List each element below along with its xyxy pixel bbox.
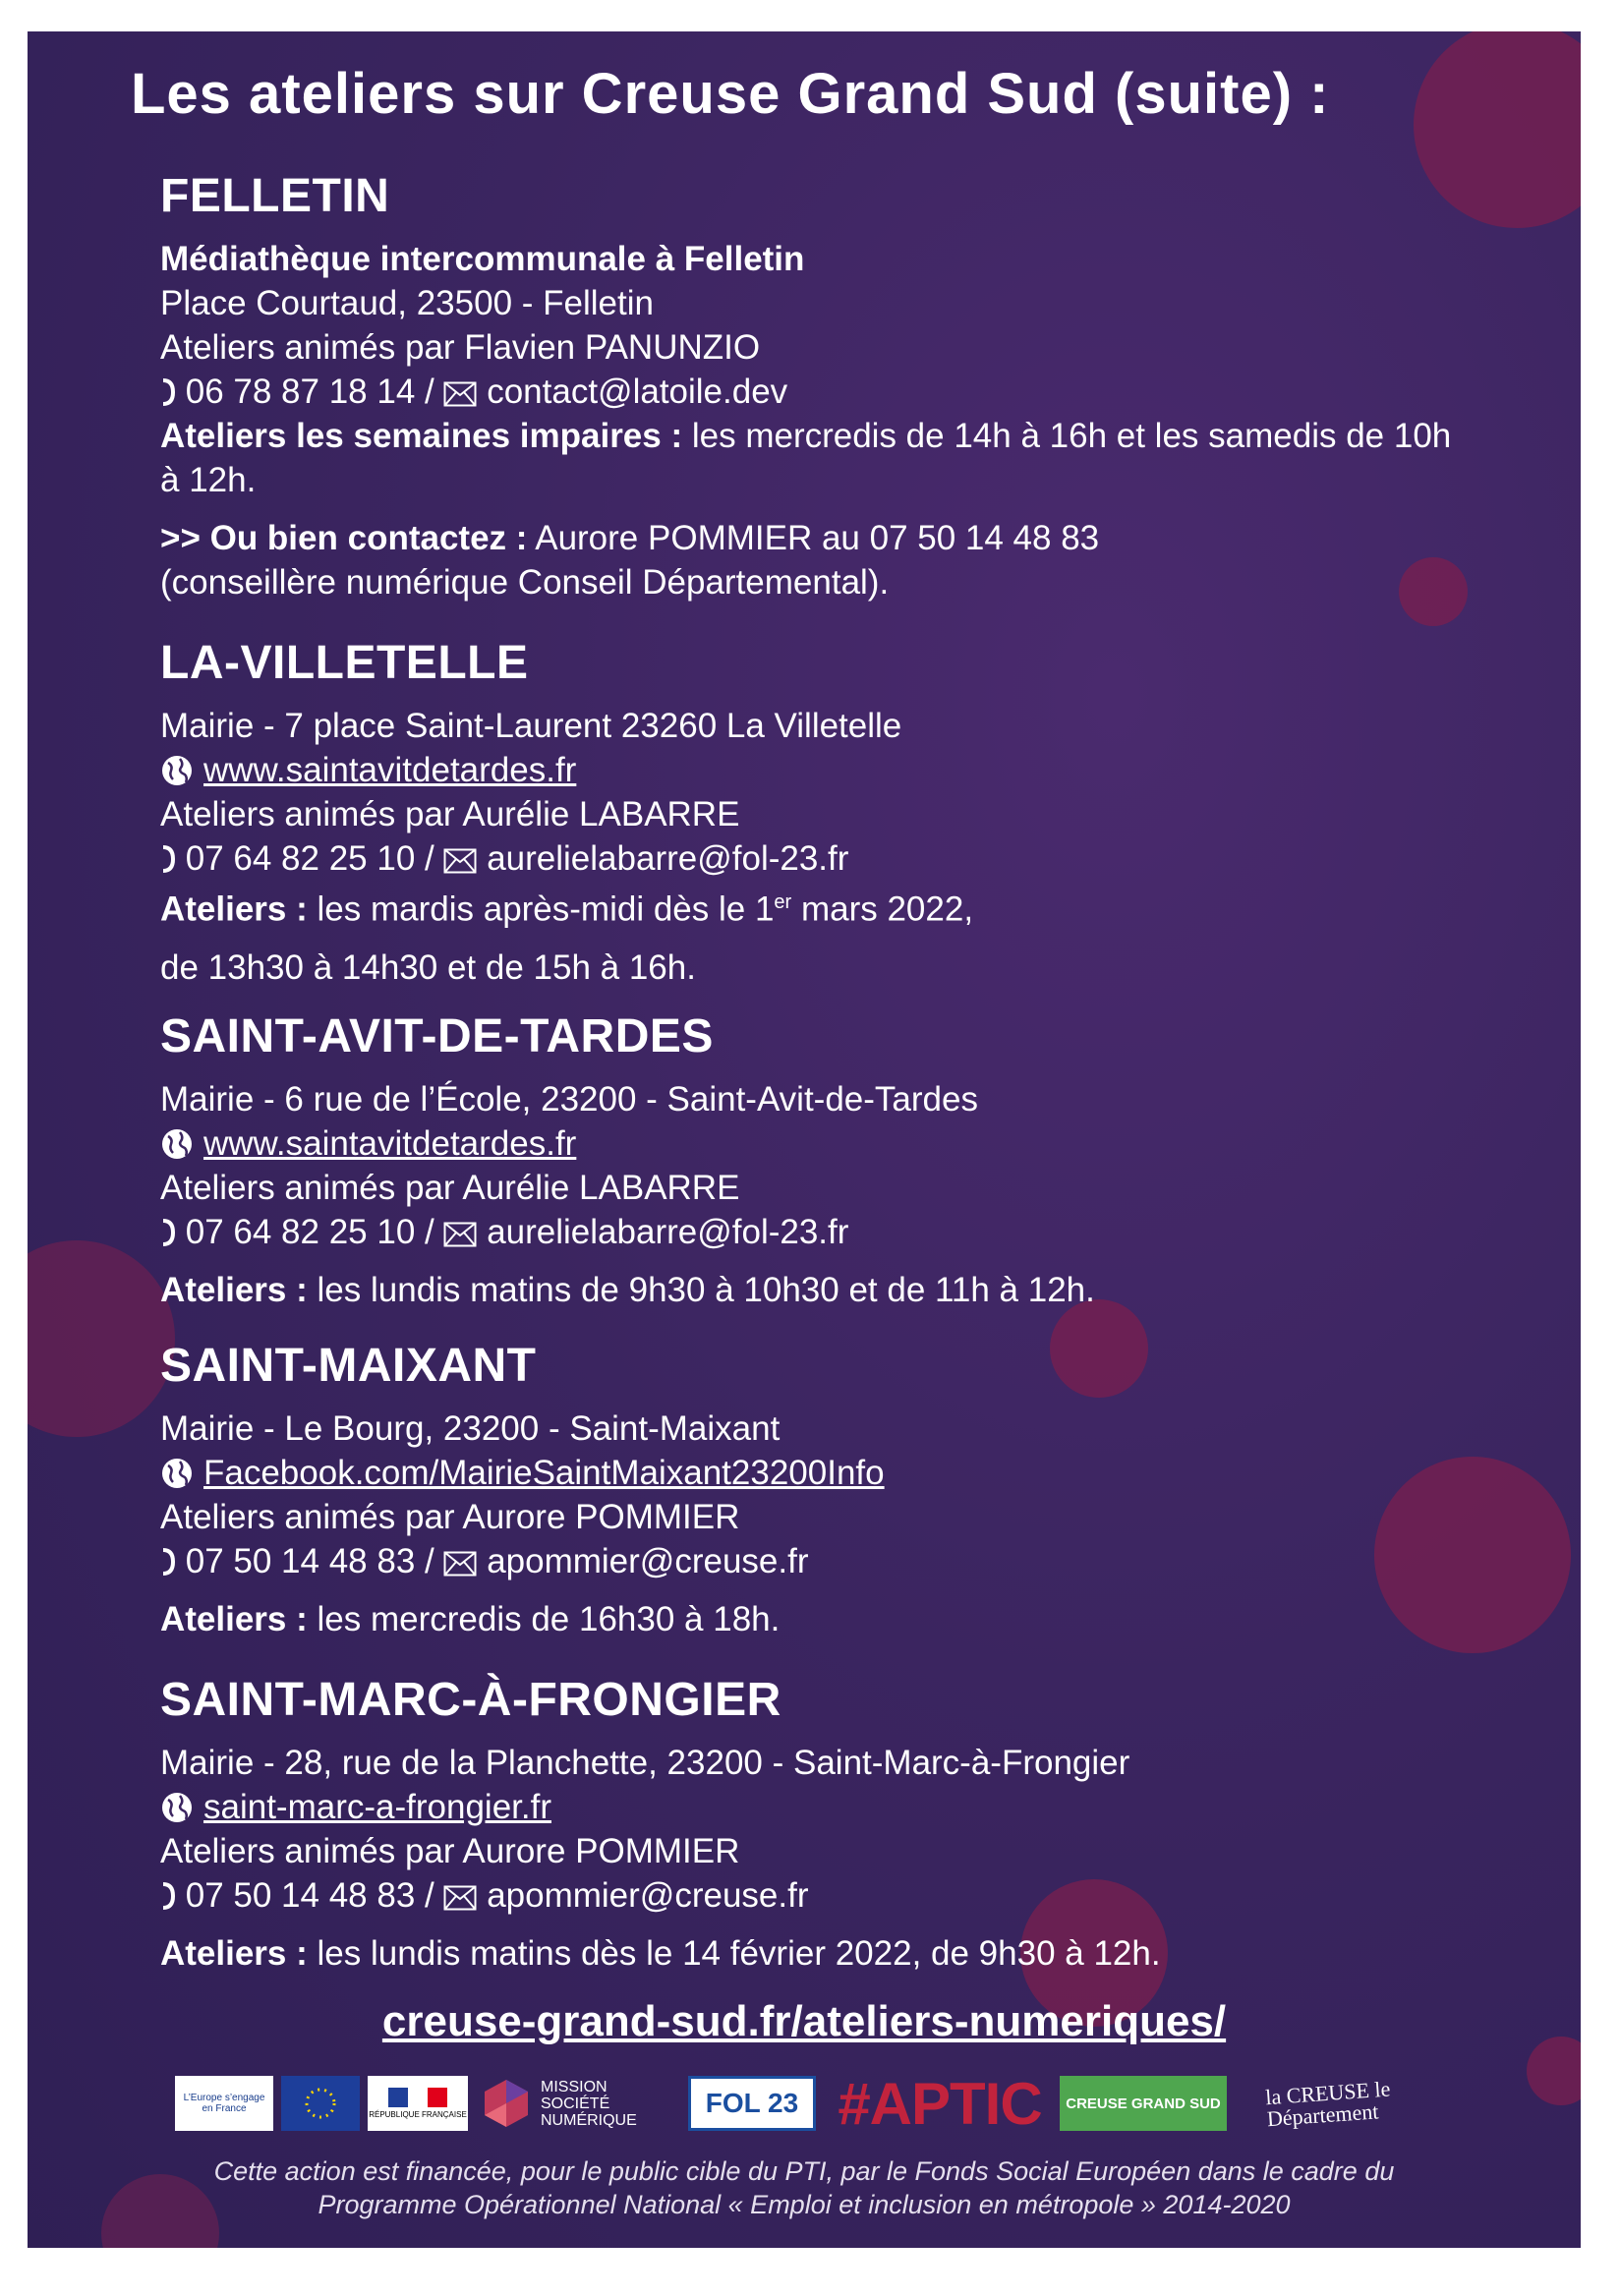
mail-icon: [443, 381, 477, 407]
partner-logos: [175, 2070, 1453, 2139]
phone-icon: [160, 1547, 176, 1577]
schedule-label: Ateliers :: [160, 1271, 308, 1309]
town-name: SAINT-AVIT-DE-TARDES: [160, 1010, 714, 1062]
globe-icon: [160, 754, 194, 787]
section-la-villetelle: [160, 636, 1517, 990]
website-link[interactable]: www.saintavitdetardes.fr: [203, 751, 577, 789]
email-link[interactable]: aurelielabarre@fol-23.fr: [487, 839, 849, 878]
globe-icon: [160, 1127, 194, 1161]
schedule: [160, 1931, 1517, 1976]
schedule: [160, 1597, 1517, 1641]
credit-line-2: Programme Opérationnel National « Emploi et inclusion en métropole » 2014-2020: [318, 2190, 1291, 2219]
address: Mairie - 28, rue de la Planchette, 23200 - Saint-Marc-à-Frongier: [160, 1744, 1130, 1782]
contact-line: [160, 1873, 1517, 1918]
page-title: Les ateliers sur Creuse Grand Sud (suite) :: [131, 62, 1330, 126]
website-link[interactable]: Facebook.com/MairieSaintMaixant23200Info: [203, 1454, 885, 1492]
phone-icon: [160, 844, 176, 874]
address: Place Courtaud, 23500 - Felletin: [160, 284, 654, 322]
website-link[interactable]: saint-marc-a-frongier.fr: [203, 1788, 551, 1826]
schedule-times: de 13h30 à 14h30 et de 15h à 16h.: [160, 947, 696, 987]
workshops-url-link[interactable]: creuse-grand-sud.fr/ateliers-numeriques/: [381, 1997, 1227, 2045]
alt-contact: [160, 516, 1281, 604]
address: Mairie - 7 place Saint-Laurent 23260 La Villetelle: [160, 707, 902, 745]
globe-icon: [160, 1457, 194, 1490]
animator: Ateliers animés par Aurore POMMIER: [160, 1498, 740, 1536]
contact-line: [160, 1539, 1517, 1583]
town-name: SAINT-MARC-À-FRONGIER: [160, 1674, 781, 1726]
animator: Ateliers animés par Aurélie LABARRE: [160, 795, 740, 833]
mission-hexagon-icon: [480, 2077, 533, 2130]
creuse-grand-sud-logo: CREUSE GRAND SUD: [1060, 2076, 1227, 2131]
eu-stars-icon: [296, 2084, 345, 2123]
fol23-logo: FOL 23: [688, 2076, 816, 2131]
phone-icon: [160, 1881, 176, 1911]
mail-icon: [443, 1222, 477, 1247]
schedule-label: Ateliers :: [160, 890, 308, 929]
contact-line: [160, 370, 1517, 414]
mission-societe-numerique-logo: MISSION SOCIÉTÉ NUMÉRIQUE: [480, 2076, 666, 2131]
alt-label: >> Ou bien contactez :: [160, 519, 528, 557]
section-saint-maixant: [160, 1339, 1517, 1641]
phone-icon: [160, 377, 176, 407]
poster: [28, 31, 1581, 2248]
schedule-label: Ateliers :: [160, 1934, 308, 1973]
phone-number[interactable]: 07 50 14 48 83 /: [185, 1876, 434, 1915]
venue: Médiathèque intercommunale à Felletin: [160, 240, 805, 278]
la-creuse-departement-logo: la CREUSE le Département: [1264, 2076, 1392, 2132]
website-link[interactable]: www.saintavitdetardes.fr: [203, 1124, 577, 1163]
email-link[interactable]: apommier@creuse.fr: [487, 1876, 809, 1915]
email-link[interactable]: aurelielabarre@fol-23.fr: [487, 1213, 849, 1251]
schedule: [160, 881, 1517, 932]
phone-number[interactable]: 07 64 82 25 10 /: [185, 1213, 434, 1251]
tricolore-icon: [388, 2088, 447, 2107]
schedule: [160, 414, 1458, 502]
section-felletin: [160, 169, 1517, 604]
alt-text: Aurore POMMIER au 07 50 14 48 83 (conseillère numérique Conseil Départemental).: [160, 519, 1100, 602]
phone-number[interactable]: 07 64 82 25 10 /: [185, 839, 434, 878]
contact-line: [160, 1210, 1517, 1254]
phone-number[interactable]: 06 78 87 18 14 /: [185, 373, 434, 411]
contact-line: [160, 836, 1517, 881]
schedule-text: les mercredis de 16h30 à 18h.: [317, 1600, 781, 1638]
globe-icon: [160, 1791, 194, 1824]
animator: Ateliers animés par Aurélie LABARRE: [160, 1169, 740, 1207]
funding-credit: [28, 2154, 1581, 2221]
phone-number[interactable]: 07 50 14 48 83 /: [185, 1542, 434, 1580]
town-name: SAINT-MAIXANT: [160, 1340, 537, 1392]
animator: Ateliers animés par Flavien PANUNZIO: [160, 328, 761, 367]
address: Mairie - 6 rue de l’École, 23200 - Saint-Avit-de-Tardes: [160, 1080, 978, 1119]
email-link[interactable]: apommier@creuse.fr: [487, 1542, 809, 1580]
republique-francaise-logo: RÉPUBLIQUE FRANÇAISE: [368, 2076, 468, 2131]
credit-line-1: Cette action est financée, pour le public cible du PTI, par le Fonds Social Européen dans le cadre du: [213, 2156, 1395, 2186]
mail-icon: [443, 1551, 477, 1577]
address: Mairie - Le Bourg, 23200 - Saint-Maixant: [160, 1409, 781, 1448]
schedule-text-end: mars 2022,: [800, 890, 974, 929]
section-saint-avit-de-tardes: [160, 1009, 1517, 1312]
website-line: [160, 1451, 1517, 1495]
phone-icon: [160, 1218, 176, 1247]
schedule-label: Ateliers :: [160, 1600, 308, 1638]
schedule-text: les mardis après-midi dès le 1: [317, 890, 775, 929]
schedule-text: les lundis matins de 9h30 à 10h30 et de 11h à 12h.: [317, 1271, 1095, 1309]
website-line: [160, 748, 1517, 792]
eu-flag-logo: [281, 2076, 360, 2131]
town-name: FELLETIN: [160, 170, 390, 222]
town-name: LA-VILLETELLE: [160, 637, 529, 689]
schedule-text: les mercredis de 14h à 16h et les samedis de 10h à 12h.: [160, 417, 1452, 499]
section-saint-marc-a-frongier: [160, 1673, 1517, 1976]
europe-logo: L’Europe s’engage en France: [175, 2076, 273, 2131]
schedule: [160, 1268, 1517, 1312]
schedule-text: les lundis matins dès le 14 février 2022, de 9h30 à 12h.: [317, 1934, 1161, 1973]
ordinal-suffix: er: [774, 891, 792, 913]
aptic-logo: #APTIC: [838, 2070, 1042, 2137]
mail-icon: [443, 848, 477, 874]
website-line: [160, 1121, 1517, 1166]
website-line: [160, 1785, 1517, 1829]
schedule-label: Ateliers les semaines impaires :: [160, 417, 683, 455]
email-link[interactable]: contact@latoile.dev: [487, 373, 788, 411]
mail-icon: [443, 1885, 477, 1911]
animator: Ateliers animés par Aurore POMMIER: [160, 1832, 740, 1870]
